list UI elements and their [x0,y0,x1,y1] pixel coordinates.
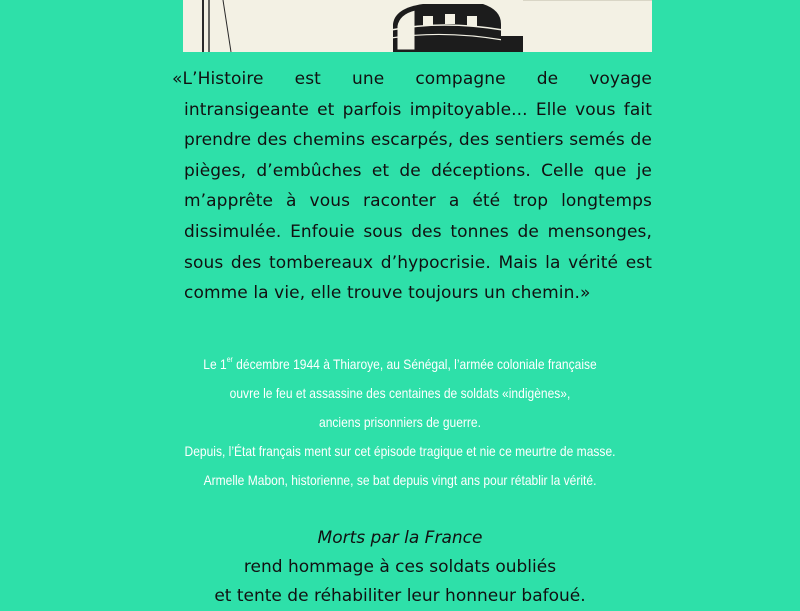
summary-line-2: ouvre le feu et assassine des centaines de soldats «indigènes», [229,385,571,401]
summary-line-1-prefix: Le 1 [203,356,227,372]
book-title: Morts par la France [317,528,483,548]
summary-block [142,350,658,495]
summary-line-1 [142,350,658,379]
summary-line-3: anciens prisonniers de guerre. [319,414,481,430]
quote-block [172,64,652,309]
ordinal-superscript: er [226,355,233,364]
tribute-block [100,524,700,611]
summary-line-4: Depuis, l’État français ment sur cet épisode tragique et nie ce meurtre de masse. [184,443,616,459]
tribute-line-3: et tente de réhabiliter leur honneur bafoué. [214,586,586,606]
cover-illustration [183,0,652,52]
fortress-drawing [183,0,652,52]
tribute-line-2: rend hommage à ces soldats oubliés [243,557,557,577]
summary-line-5: Armelle Mabon, historienne, se bat depuis vingt ans pour rétablir la vérité. [203,472,597,488]
quote-text: «L’Histoire est une compagne de voyage intransigeante et parfois impitoyable... Elle vous fait prendre des chemins escarpés, des sentiers semés de pièges, d’embûches et de déceptions. Celle que je m’apprête à vous raconter a été trop longtemps dissimulée. Enfouie sous des tonnes de mensonges, sous des tombereaux d’hypocrisie. Mais la vérité est comme la vie, elle trouve toujours un chemin.» [172,69,652,304]
summary-line-1-suffix: décembre 1944 à Thiaroye, au Sénégal, l’armée coloniale française [232,356,597,372]
